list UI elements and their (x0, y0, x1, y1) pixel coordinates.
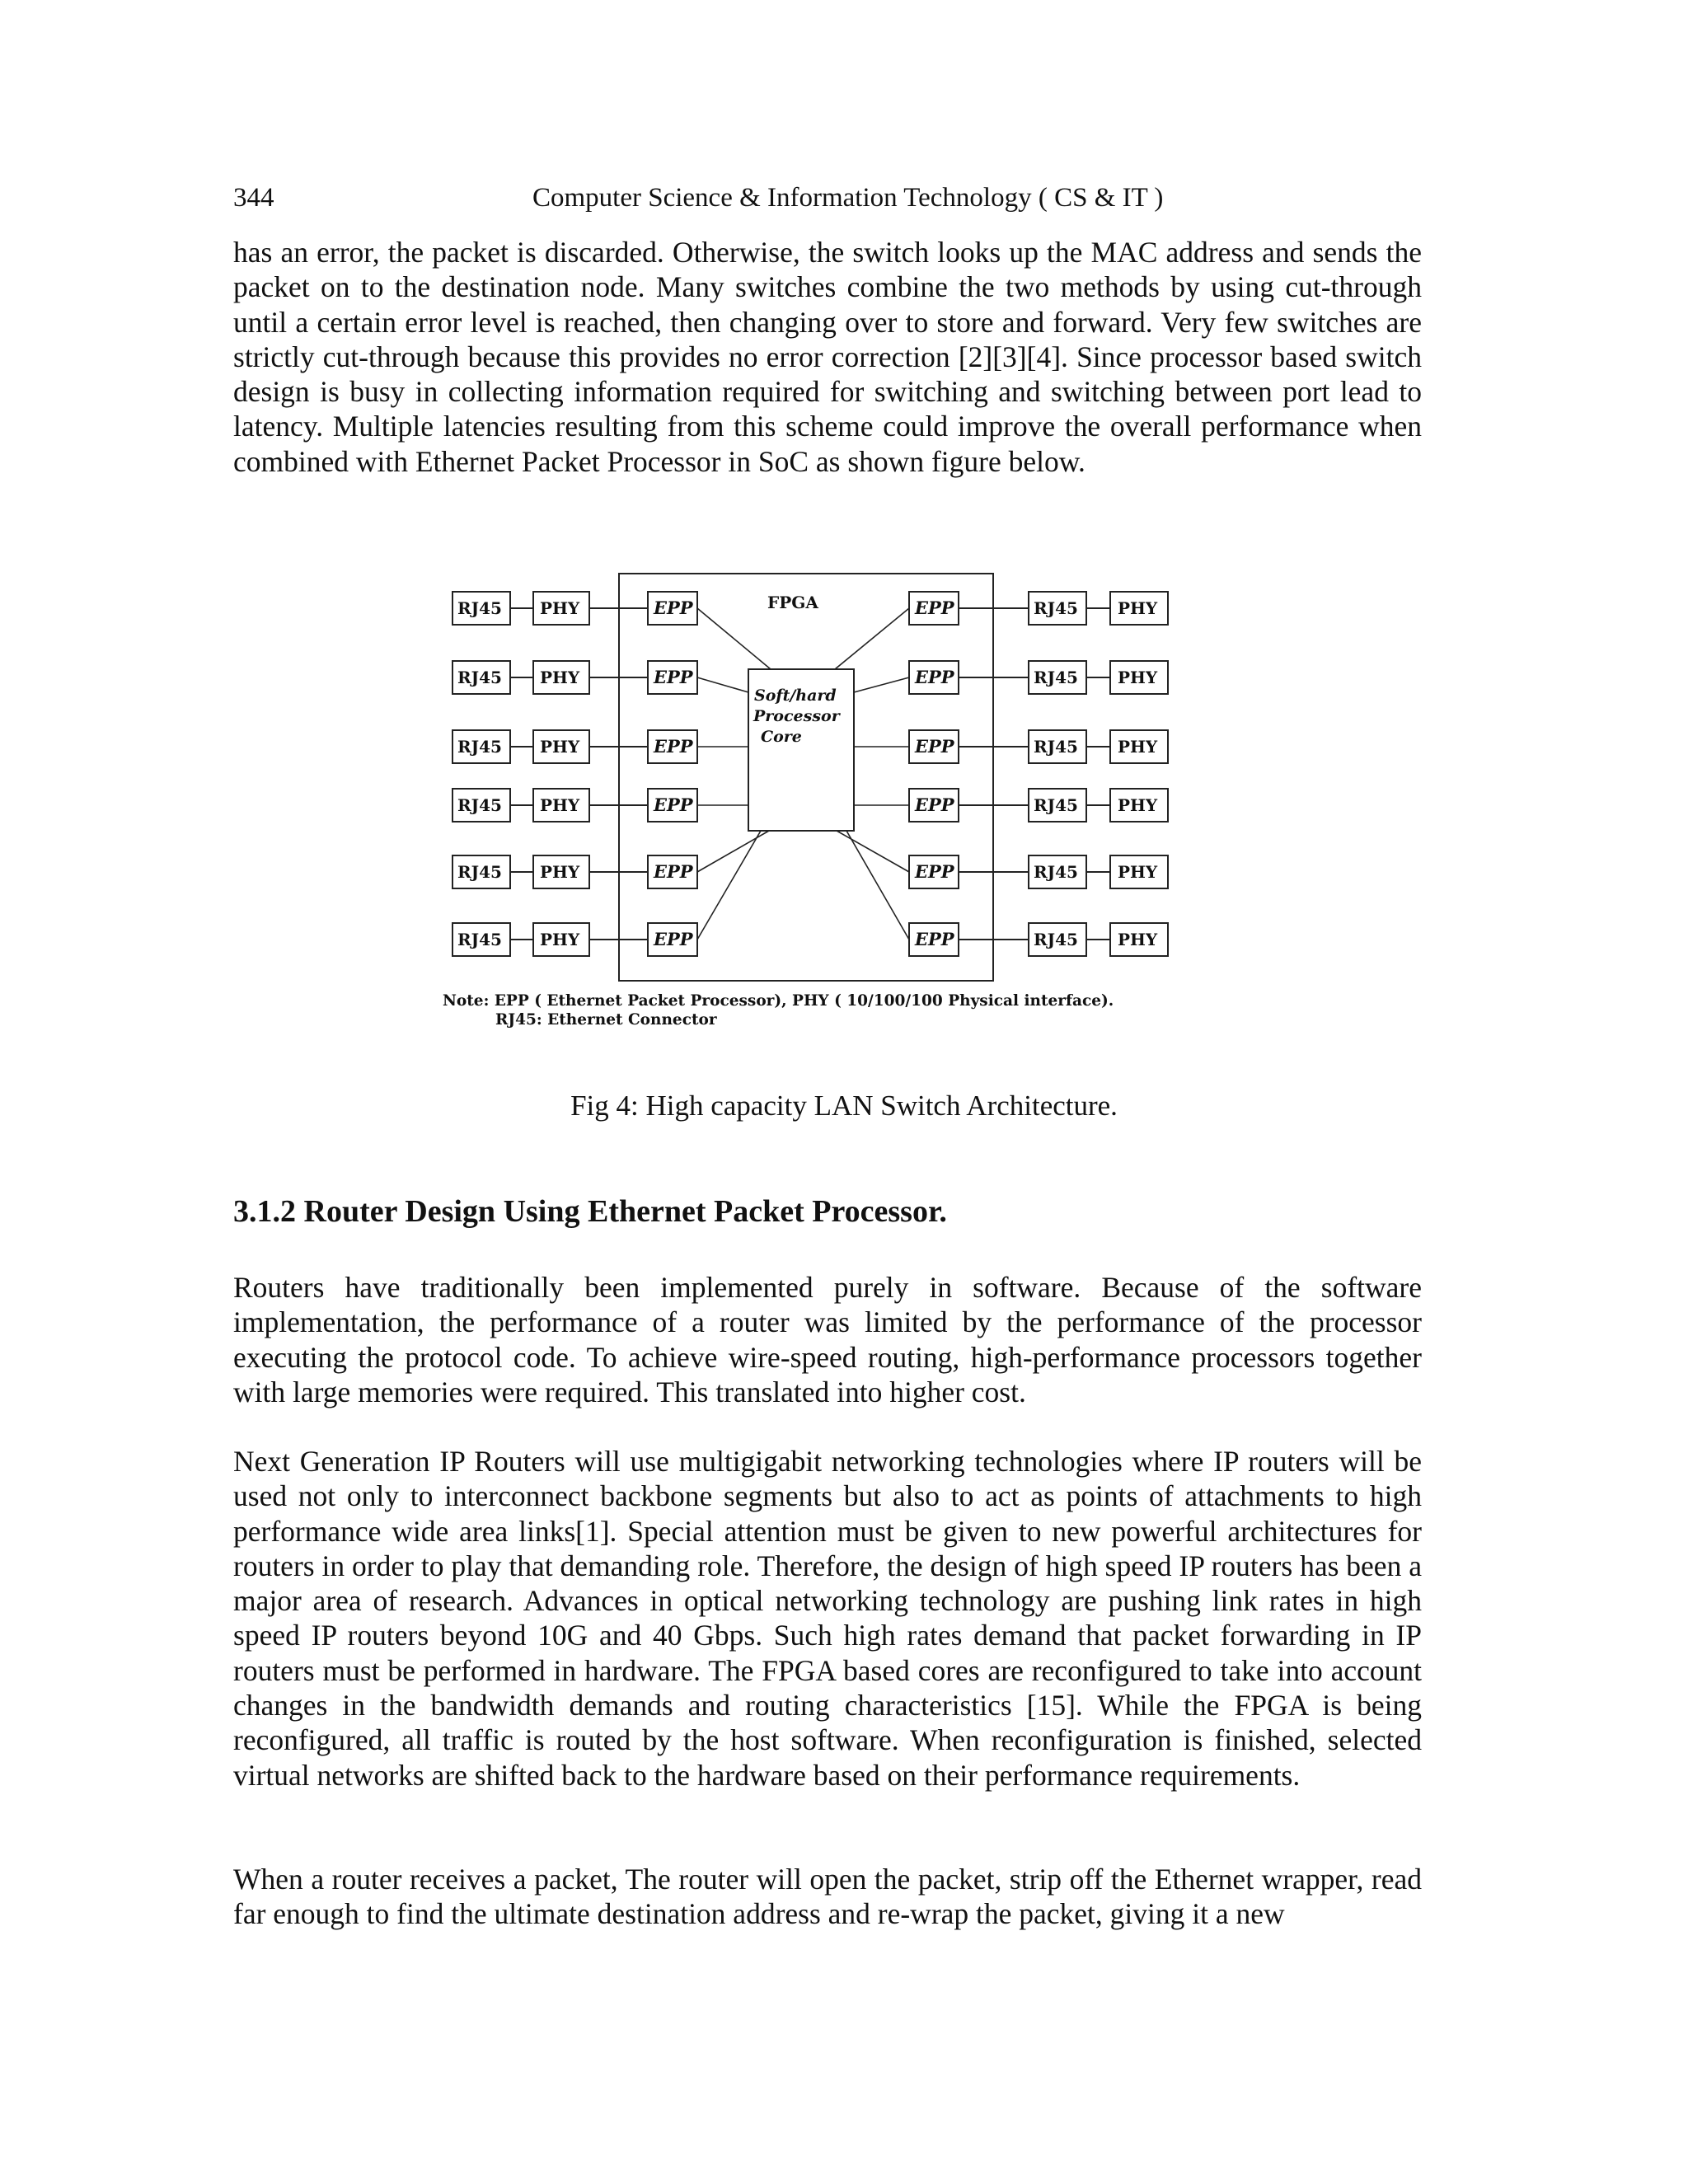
link-right-6 (846, 831, 909, 940)
left-rj45-label-3: RJ45 (457, 737, 502, 757)
link-right-2 (854, 677, 909, 692)
left-rj45-label-6: RJ45 (457, 930, 502, 949)
right-phy-label-6: PHY (1118, 930, 1158, 949)
section-heading: 3.1.2 Router Design Using Ethernet Packet Processor. (233, 1194, 947, 1229)
right-rj45-label-5: RJ45 (1034, 862, 1078, 882)
right-epp-label-3: EPP (915, 736, 954, 757)
link-left-6 (697, 831, 761, 940)
link-left-1 (697, 608, 771, 669)
right-phy-label-5: PHY (1118, 862, 1158, 882)
left-epp-label-4: EPP (654, 794, 693, 815)
right-rj45-label-2: RJ45 (1034, 668, 1078, 687)
left-rj45-label-2: RJ45 (457, 668, 502, 687)
right-rj45-label-3: RJ45 (1034, 737, 1078, 757)
right-phy-label-1: PHY (1118, 598, 1158, 618)
left-phy-label-4: PHY (540, 795, 580, 815)
body-paragraph-2: Routers have traditionally been implemented purely in software. Because of the software implementation, the performance of a router was limited by the performance of the processor executing the protocol code. To achieve wire-speed routing, high-performance processors together with large memories were required. This translated into higher cost. (233, 1271, 1422, 1408)
core-label-line-3: Core (761, 728, 802, 746)
figure-note-line-1: Note: EPP ( Ethernet Packet Processor), PHY ( 10/100/100 Physical interface). (443, 992, 1114, 1010)
right-phy-label-4: PHY (1118, 795, 1158, 815)
left-phy-label-6: PHY (540, 930, 580, 949)
link-left-2 (697, 677, 748, 692)
right-phy-label-3: PHY (1118, 737, 1158, 757)
left-epp-label-2: EPP (654, 667, 693, 687)
link-right-1 (835, 608, 909, 669)
figure-lan-switch-architecture (441, 560, 1207, 1038)
core-label-line-1: Soft/hard (754, 687, 837, 705)
left-phy-label-5: PHY (540, 862, 580, 882)
right-rj45-label-4: RJ45 (1034, 795, 1078, 815)
link-left-5 (697, 831, 769, 872)
running-header (233, 183, 1422, 224)
right-epp-label-5: EPP (915, 861, 954, 882)
left-phy-label-1: PHY (540, 598, 580, 618)
figure-note-line-2: RJ45: Ethernet Connector (495, 1011, 717, 1029)
left-epp-label-6: EPP (654, 929, 693, 949)
left-rj45-label-1: RJ45 (457, 598, 502, 618)
left-phy-label-2: PHY (540, 668, 580, 687)
fpga-label: FPGA (767, 593, 818, 612)
left-phy-label-3: PHY (540, 737, 580, 757)
core-label-line-2: Processor (753, 707, 840, 725)
page-number: 344 (233, 183, 274, 213)
figure-caption: Fig 4: High capacity LAN Switch Architecture. (570, 1090, 1118, 1122)
core-links (697, 608, 909, 940)
left-epp-label-5: EPP (654, 861, 693, 882)
right-epp-label-2: EPP (915, 667, 954, 687)
left-rj45-label-4: RJ45 (457, 795, 502, 815)
lan-switch-diagram (441, 560, 1207, 1038)
body-paragraph-3: Next Generation IP Routers will use multigigabit networking technologies where IP routers will be used not only to interconnect backbone segments but also to act as points of attachments to high performance wide area links[1]. Special attention must be given to new powerful architectures for routers in order to play that demanding role. Therefore, the design of high speed IP routers has been a major area of research. Advances in optical networking technology are pushing link rates in high speed IP routers beyond 10G and 40 Gbps. Such high rates demand that packet forwarding in IP routers must be performed in hardware. The FPGA based cores are reconfigured to take into account changes in the bandwidth demands and routing characteristics [15]. While the FPGA is being reconfigured, all traffic is routed by the host software. When reconfiguration is finished, selected virtual networks are shifted back to the hardware based on their performance requirements. (233, 1445, 1422, 1792)
left-rj45-label-5: RJ45 (457, 862, 502, 882)
link-right-5 (837, 831, 909, 872)
right-phy-label-2: PHY (1118, 668, 1158, 687)
right-epp-label-1: EPP (915, 598, 954, 618)
right-rj45-label-1: RJ45 (1034, 598, 1078, 618)
body-paragraph-1: has an error, the packet is discarded. Otherwise, the switch looks up the MAC address and sends the packet on to the destination node. Many switches combine the two methods by using cut-through until a certain error level is reached, then changing over to store and forward. Very few switches are strictly cut-through because this provides no error correction [2][3][4]. Since processor based switch design is busy in collecting information required for switching and switching between port lead to latency. Multiple latencies resulting from this scheme could improve the overall performance when combined with Ethernet Packet Processor in SoC as shown figure below. (233, 236, 1422, 478)
left-epp-label-3: EPP (654, 736, 693, 757)
right-epp-label-4: EPP (915, 794, 954, 815)
fpga-boundary (619, 574, 993, 981)
left-epp-label-1: EPP (654, 598, 693, 618)
right-rj45-label-6: RJ45 (1034, 930, 1078, 949)
right-epp-label-6: EPP (915, 929, 954, 949)
running-title: Computer Science & Information Technology ( CS & IT ) (532, 183, 1164, 213)
body-paragraph-4: When a router receives a packet, The router will open the packet, strip off the Ethernet wrapper, read far enough to find the ultimate destination address and re-wrap the packet, giving it a new (233, 1863, 1422, 1931)
